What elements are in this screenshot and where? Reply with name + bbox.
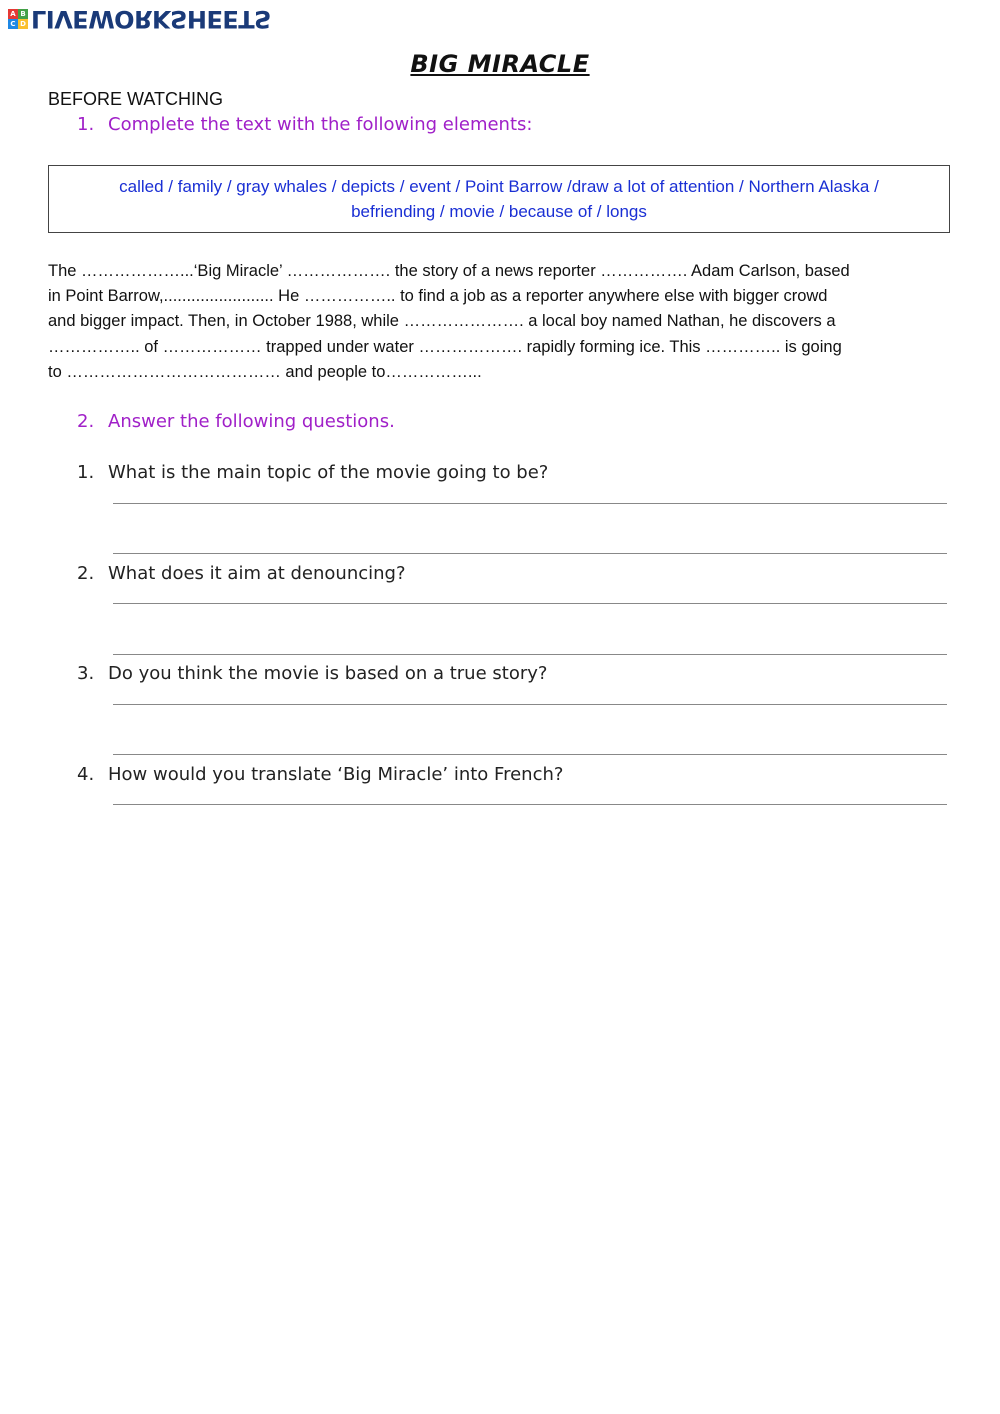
question-text: What is the main topic of the movie going to be? bbox=[108, 462, 549, 483]
question-3 bbox=[77, 663, 547, 684]
word-bank-text: called / family / gray whales / depicts / event / Point Barrow /draw a lot of attention / Northern Alaska / befriending / movie / because of / longs bbox=[119, 177, 879, 221]
paragraph-line: and bigger impact. Then, in October 1988, while …………………. a local boy named Nathan, he discovers a bbox=[48, 312, 836, 331]
answer-line-2a[interactable] bbox=[113, 603, 947, 604]
question-4 bbox=[77, 764, 563, 785]
question-2 bbox=[77, 563, 406, 584]
logo-letter-c: C bbox=[8, 19, 18, 29]
section-heading: BEFORE WATCHING bbox=[48, 89, 223, 109]
logo-letter-a: A bbox=[8, 9, 18, 19]
task-2-instruction bbox=[77, 411, 395, 432]
paragraph-line: The ………………...‘Big Miracle’ ………………. the story of a news reporter ……………. Adam Carlson, based bbox=[48, 262, 850, 280]
task-1-number: 1. bbox=[77, 114, 95, 135]
answer-line-1a[interactable] bbox=[113, 503, 947, 504]
logo-letter-b: B bbox=[18, 9, 28, 19]
logo-letter-d: D bbox=[18, 19, 28, 29]
title-text: BIG MIRACLE bbox=[410, 50, 590, 78]
question-number: 2. bbox=[77, 563, 95, 584]
question-number: 1. bbox=[77, 462, 95, 483]
answer-line-1b[interactable] bbox=[113, 553, 947, 554]
brand-name: LIVEWORKSHEETS bbox=[31, 5, 271, 33]
answer-line-4a[interactable] bbox=[113, 804, 947, 805]
task-2-number: 2. bbox=[77, 411, 95, 432]
liveworksheets-brand bbox=[8, 4, 271, 34]
word-bank-box bbox=[48, 165, 950, 233]
answer-line-2b[interactable] bbox=[113, 654, 947, 655]
answer-line-3b[interactable] bbox=[113, 754, 947, 755]
question-1 bbox=[77, 462, 548, 483]
question-text: What does it aim at denouncing? bbox=[108, 563, 406, 584]
paragraph-line: …………….. of ……………… trapped under water ………………. rapidly forming ice. This ………….. is going bbox=[48, 337, 842, 356]
question-text: How would you translate ‘Big Miracle’ into French? bbox=[108, 764, 564, 785]
question-number: 3. bbox=[77, 663, 95, 684]
answer-line-3a[interactable] bbox=[113, 704, 947, 705]
question-number: 4. bbox=[77, 764, 95, 785]
task-1-label: Complete the text with the following elements: bbox=[108, 114, 533, 135]
task-1-instruction bbox=[77, 114, 532, 135]
paragraph-line: to ………………………………… and people to……………... bbox=[48, 362, 482, 381]
question-text: Do you think the movie is based on a true story? bbox=[108, 663, 548, 684]
gap-fill-paragraph bbox=[48, 259, 958, 385]
task-2-label: Answer the following questions. bbox=[108, 411, 395, 432]
worksheet-title bbox=[0, 50, 1000, 78]
paragraph-line: in Point Barrow,........................ He …………….. to find a job as a reporter anywhere else with bigger crowd bbox=[48, 287, 828, 306]
liveworksheets-logo-icon bbox=[8, 9, 28, 29]
